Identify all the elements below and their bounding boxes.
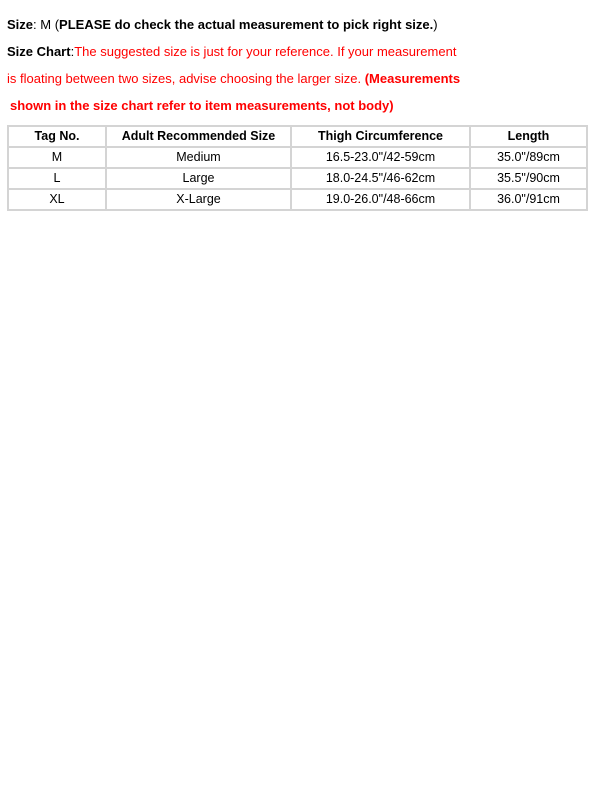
cell-recommended-size: Large <box>106 168 291 189</box>
cell-thigh-circumference: 19.0-26.0"/48-66cm <box>291 189 470 210</box>
size-chart-note-line-2 <box>7 71 460 87</box>
size-chart-label: Size Chart <box>7 44 71 59</box>
table-header-row <box>8 126 587 147</box>
table-row <box>8 147 587 168</box>
cell-length: 36.0"/91cm <box>470 189 587 210</box>
cell-thigh-circumference: 16.5-23.0"/42-59cm <box>291 147 470 168</box>
size-line <box>7 17 438 33</box>
size-colon: : <box>33 17 41 32</box>
cell-thigh-circumference: 18.0-24.5"/46-62cm <box>291 168 470 189</box>
size-label: Size <box>7 17 34 32</box>
size-chart-note-text-2: is floating between two sizes, advise choosing the larger size. <box>7 71 365 86</box>
cell-length: 35.5"/90cm <box>470 168 587 189</box>
size-chart-note-line-3 <box>10 98 394 114</box>
size-check-note: PLEASE do check the actual measurement to pick right size. <box>59 17 434 32</box>
cell-tag-no: L <box>8 168 106 189</box>
size-chart-colon: : <box>70 44 75 59</box>
header-thigh-circumference: Thigh Circumference <box>291 126 470 147</box>
measurement-note-bold-1: (Measurements <box>364 71 461 86</box>
size-close-paren: ) <box>433 17 438 32</box>
cell-recommended-size: X-Large <box>106 189 291 210</box>
header-length: Length <box>470 126 587 147</box>
size-value: M ( <box>40 17 60 32</box>
header-tag-no: Tag No. <box>8 126 106 147</box>
header-adult-recommended-size: Adult Recommended Size <box>106 126 291 147</box>
size-chart-table <box>7 125 588 211</box>
cell-tag-no: M <box>8 147 106 168</box>
cell-recommended-size: Medium <box>106 147 291 168</box>
size-chart-note-line-1 <box>7 44 456 60</box>
size-chart-note-text-1: The suggested size is just for your reference. If your measurement <box>74 44 457 59</box>
cell-tag-no: XL <box>8 189 106 210</box>
table-row <box>8 189 587 210</box>
cell-length: 35.0"/89cm <box>470 147 587 168</box>
table-row <box>8 168 587 189</box>
measurement-note-bold-2: shown in the size chart refer to item measurements, not body) <box>10 98 394 113</box>
